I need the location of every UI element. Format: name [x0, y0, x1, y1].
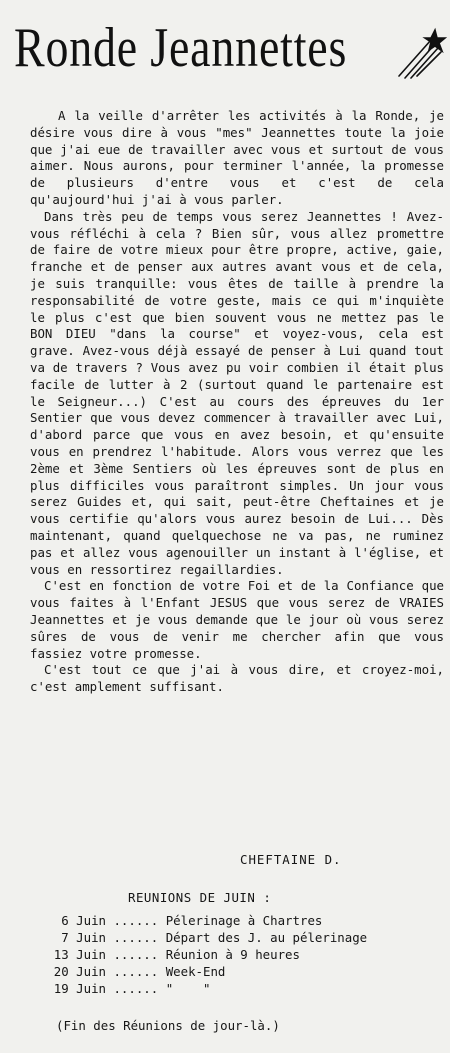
- paragraph-promise: Dans très peu de temps vous serez Jeannettes ! Avez-vous réfléchi à cela ? Bien sûr, vous allez promettre de faire de votre mieux pour être propre, active, gaie, franche et de penser aux autres avant vous et de cela, je suis tranquille: vous êtes de taille à prendre la responsabilité de votre geste, mais ce qui m'inquiète le plus c'est que bien souvent vous ne mettez pas le BON DIEU "dans la course" et voyez-vous, cela est grave. Avez-vous déjà essayé de penser à Lui quand tout va de travers ? Vous avez pu voir combien il était plus facile de lutter à 2 (surtout quand le partenaire est le Seigneur...) C'est au cours des épreuves du 1er Sentier que vous devez commencer à travailler avec Lui, d'abord parce que vous en avez besoin, et qu'ensuite vous en prendrez l'habitude. Alors vous verrez que les 2ème et 3ème Sentiers où les épreuves sont de plus en plus difficiles vous paraîtront simples. Un jour vous serez Guides et, qui sait, peut-être Cheftaines et je vous certifie qu'alors vous aurez besoin de Lui... Dès maintenant, quand quelquechose ne va pas, ne ruminez pas et allez vous agenouiller un instant à l'église, et vous en ressortirez regaillardies.: [30, 208, 444, 577]
- event-leader: ......: [113, 981, 159, 996]
- reunions-heading: REUNIONS DE JUIN :: [128, 890, 272, 905]
- page-title: Ronde Jeannettes: [14, 17, 348, 79]
- signature: CHEFTAINE D.: [240, 852, 342, 867]
- list-item: [52, 929, 367, 946]
- event-desc: " ": [165, 981, 211, 996]
- event-date: 7 Juin: [61, 930, 106, 945]
- event-desc: Week-End: [165, 964, 226, 979]
- list-item: [52, 980, 367, 997]
- footer-note: (Fin des Réunions de jour-là.): [56, 1018, 280, 1033]
- shooting-star-icon: [395, 18, 447, 80]
- event-date: 19 Juin: [53, 981, 106, 996]
- event-desc: Départ des J. au pélerinage: [165, 930, 368, 945]
- paragraph-faith: C'est en fonction de votre Foi et de la Confiance que vous faites à l'Enfant JESUS que vous serez de VRAIES Jeannettes et je vous demande que le jour où vous serez sûres de vous de venir me chercher afin que vous fassiez votre promesse.: [30, 578, 444, 661]
- event-date: 13 Juin: [53, 947, 106, 962]
- event-leader: ......: [113, 930, 159, 945]
- event-leader: ......: [113, 947, 159, 962]
- event-date: 6 Juin: [61, 913, 106, 928]
- paragraph-closing: C'est tout ce que j'ai à vous dire, et croyez-moi, c'est amplement suffisant.: [30, 662, 444, 695]
- event-desc: Réunion à 9 heures: [165, 947, 300, 962]
- list-item: [52, 946, 367, 963]
- event-date: 20 Juin: [53, 964, 106, 979]
- event-desc: Pélerinage à Chartres: [165, 913, 323, 928]
- letter-body: [30, 108, 444, 696]
- list-item: [52, 912, 367, 929]
- events-list: [52, 912, 367, 997]
- event-leader: ......: [113, 964, 159, 979]
- event-leader: ......: [113, 913, 159, 928]
- paragraph-intro: A la veille d'arrêter les activités à la Ronde, je désire vous dire à vous "mes" Jeannettes toute la joie que j'ai eue de travailler avec vous et surtout de vous aimer. Nous aurons, pour terminer l'année, la promesse de plusieurs d'entre vous et c'est de cela qu'aujourd'hui j'ai à vous parler.: [30, 108, 444, 207]
- list-item: [52, 963, 367, 980]
